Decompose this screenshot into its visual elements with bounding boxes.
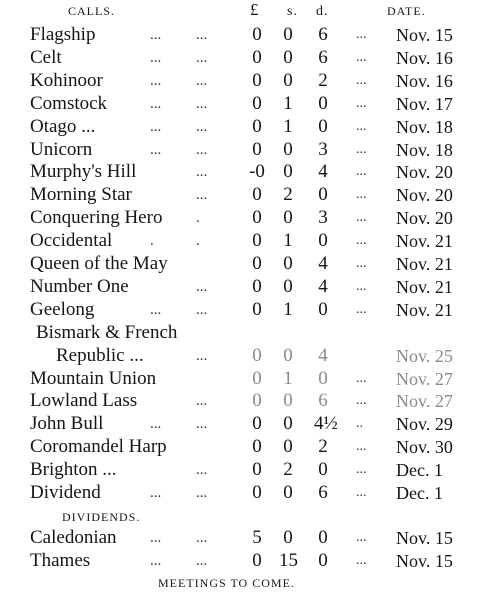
date-value: Nov. 15 <box>396 550 453 571</box>
pence-value: 6 <box>318 390 328 412</box>
shillings-value: 1 <box>283 92 293 114</box>
pounds-value: 0 <box>252 138 262 160</box>
separator-dots: ... <box>356 439 367 455</box>
shillings-value: 0 <box>283 24 293 45</box>
shillings-value: 0 <box>283 46 293 68</box>
leader-dots-1: ... <box>150 72 162 89</box>
company-name: Murphy's Hill <box>30 161 137 183</box>
pounds-value: 0 <box>252 459 262 481</box>
separator-dots: ... <box>356 95 367 111</box>
leader-dots-1: ... <box>150 49 162 66</box>
date-value: Nov. 29 <box>396 414 453 435</box>
pence-value: 2 <box>318 69 328 91</box>
separator-dots: ... <box>356 256 367 271</box>
shillings-value: 15 <box>279 549 298 571</box>
separator-dots: ... <box>356 393 367 409</box>
leader-dots-2: ... <box>196 49 208 66</box>
leader-dots-1: ... <box>150 118 162 135</box>
call-row <box>0 207 477 230</box>
pence-value: 2 <box>318 436 328 458</box>
call-row <box>0 436 477 459</box>
pounds-value: 0 <box>252 344 262 366</box>
company-name: Dividend <box>30 482 101 503</box>
company-name: Republic ... <box>56 344 144 366</box>
date-value: Nov. 20 <box>396 208 453 229</box>
pence-value: 0 <box>318 115 328 137</box>
call-row <box>0 413 477 436</box>
company-name: Coromandel Harp <box>30 436 167 458</box>
call-row <box>0 459 477 482</box>
company-name: Occidental <box>30 230 113 252</box>
leader-dots-2: ... <box>196 118 208 135</box>
call-row <box>0 139 477 162</box>
date-value: Nov. 27 <box>396 368 453 389</box>
shillings-value: 0 <box>283 69 293 91</box>
shillings-value: 0 <box>283 413 293 435</box>
leader-dots-1: ... <box>150 141 162 158</box>
date-value: Nov. 30 <box>396 437 453 458</box>
dividend-row <box>0 550 477 573</box>
shillings-value: 0 <box>283 390 293 412</box>
shillings-value: 1 <box>283 367 293 389</box>
date-value: Nov. 17 <box>396 93 453 114</box>
pence-value: 6 <box>318 482 328 503</box>
pounds-value: 0 <box>252 436 262 458</box>
date-value: Nov. 18 <box>396 139 453 160</box>
company-name: Lowland Lass <box>30 390 138 412</box>
call-row <box>0 24 477 47</box>
pounds-value: 0 <box>252 298 262 320</box>
shillings-value: 2 <box>283 459 293 481</box>
company-name: Unicorn <box>30 138 93 160</box>
pounds-value: 0 <box>252 92 262 114</box>
calls-heading: CALLS. <box>68 4 116 18</box>
leader-dots-2: ... <box>196 552 208 569</box>
leader-dots-1: ... <box>150 416 162 433</box>
call-row <box>0 253 477 276</box>
leader-dots-2: ... <box>196 416 208 433</box>
leader-dots-2: ... <box>196 141 208 158</box>
pounds-value: 0 <box>252 549 262 571</box>
call-row <box>0 390 477 413</box>
date-heading: DATE. <box>387 4 426 18</box>
pounds-value: 5 <box>252 527 262 548</box>
call-row <box>0 322 477 345</box>
shillings-value: 0 <box>283 344 293 366</box>
call-row <box>0 368 477 391</box>
pounds-value: 0 <box>252 390 262 412</box>
call-row <box>0 161 477 184</box>
pounds-heading: £ <box>250 0 260 19</box>
leader-dots-2: . <box>196 233 200 250</box>
separator-dots: ... <box>356 27 367 42</box>
date-value: Nov. 21 <box>396 299 453 320</box>
pounds-value: 0 <box>252 275 262 297</box>
shillings-heading: s. <box>287 4 298 19</box>
shillings-value: 2 <box>283 184 293 206</box>
pounds-value: 0 <box>252 184 262 206</box>
pence-value: 4 <box>318 344 328 366</box>
separator-dots: ... <box>356 49 367 65</box>
shillings-value: 0 <box>283 253 293 274</box>
separator-dots: ... <box>356 278 367 294</box>
call-row <box>0 345 477 368</box>
call-row <box>0 116 477 139</box>
leader-dots-1: ... <box>150 95 162 112</box>
date-value: Nov. 20 <box>396 162 453 183</box>
separator-dots: ... <box>356 462 367 478</box>
separator-dots: ... <box>356 118 367 134</box>
separator-dots: ... <box>356 301 367 317</box>
company-name: Queen of the May <box>30 253 168 274</box>
pence-value: 4 <box>318 275 328 297</box>
pence-value: 3 <box>318 138 328 160</box>
call-row <box>0 299 477 322</box>
pounds-value: 0 <box>252 230 262 252</box>
call-row <box>0 70 477 93</box>
pence-heading: d. <box>316 4 329 19</box>
leader-dots-2: ... <box>196 462 208 479</box>
date-value: Nov. 21 <box>396 276 453 297</box>
leader-dots-2: . <box>196 210 200 227</box>
company-name: John Bull <box>30 413 104 435</box>
separator-dots: ... <box>356 552 367 568</box>
shillings-value: 1 <box>283 298 293 320</box>
date-value: Nov. 27 <box>396 391 453 412</box>
separator-dots: ... <box>356 485 367 500</box>
date-value: Nov. 15 <box>396 25 453 45</box>
separator-dots: ... <box>356 141 367 157</box>
company-name: Mountain Union <box>30 367 157 389</box>
leader-dots-2: ... <box>196 530 208 546</box>
pounds-value: 0 <box>252 413 262 435</box>
pence-value: 0 <box>318 298 328 320</box>
pence-value: 0 <box>318 367 328 389</box>
pence-value: 6 <box>318 24 328 45</box>
date-value: Nov. 15 <box>396 528 453 548</box>
pounds-value: 0 <box>252 482 262 503</box>
shillings-value: 1 <box>283 230 293 252</box>
pence-value: 6 <box>318 46 328 68</box>
company-name: Morning Star <box>30 184 132 206</box>
company-name: Celt <box>30 46 62 68</box>
call-row <box>0 482 477 505</box>
pence-value: 0 <box>318 549 328 571</box>
pounds-value: 0 <box>252 253 262 274</box>
separator-dots: ... <box>356 72 367 88</box>
shillings-value: 1 <box>283 115 293 137</box>
date-value: Nov. 21 <box>396 231 453 252</box>
shillings-value: 0 <box>283 275 293 297</box>
leader-dots-2: ... <box>196 301 208 318</box>
pence-value: 0 <box>318 230 328 252</box>
leader-dots-2: ... <box>196 485 208 501</box>
shillings-value: 0 <box>283 138 293 160</box>
leader-dots-2: ... <box>196 72 208 89</box>
shillings-value: 0 <box>283 161 293 183</box>
company-name: Flagship <box>30 24 96 45</box>
shillings-value: 0 <box>283 482 293 503</box>
company-name: Bismark & French <box>36 321 178 343</box>
pence-value: 3 <box>318 207 328 229</box>
meetings-heading: MEETINGS TO COME. <box>158 576 295 590</box>
date-value: Nov. 20 <box>396 185 453 206</box>
separator-dots: ... <box>356 530 367 545</box>
pounds-value: 0 <box>252 46 262 68</box>
date-value: Nov. 16 <box>396 70 453 91</box>
company-name: Thames <box>30 549 91 571</box>
leader-dots-2: ... <box>196 187 208 204</box>
leader-dots-1: ... <box>150 485 162 501</box>
dividends-heading: DIVIDENDS. <box>62 510 141 524</box>
pounds-value: 0 <box>252 207 262 229</box>
leader-dots-2: ... <box>196 393 208 410</box>
pence-value: 0 <box>318 527 328 548</box>
pence-value: 0 <box>318 92 328 114</box>
date-value: Nov. 16 <box>396 47 453 68</box>
leader-dots-2: ... <box>196 347 208 364</box>
company-name: Comstock <box>30 92 108 114</box>
date-value: Nov. 25 <box>396 345 453 366</box>
company-name: Number One <box>30 275 129 297</box>
separator-dots: ... <box>356 233 367 249</box>
company-name: Otago ... <box>30 115 96 137</box>
separator-dots: .. <box>356 416 363 432</box>
shillings-value: 0 <box>283 527 293 548</box>
leader-dots-1: ... <box>150 552 162 569</box>
pounds-value: 0 <box>252 24 262 45</box>
company-name: Geelong <box>30 298 95 320</box>
leader-dots-2: ... <box>196 164 208 181</box>
leader-dots-1: ... <box>150 530 162 546</box>
leader-dots-2: ... <box>196 27 208 43</box>
date-value: Dec. 1 <box>396 483 443 503</box>
shillings-value: 0 <box>283 436 293 458</box>
pounds-value: 0 <box>252 69 262 91</box>
separator-dots: ... <box>356 210 367 226</box>
leader-dots-2: ... <box>196 95 208 112</box>
company-name: Brighton ... <box>30 459 117 481</box>
leader-dots-1: ... <box>150 27 162 43</box>
separator-dots: ... <box>356 187 367 203</box>
leader-dots-2: ... <box>196 278 208 295</box>
call-row <box>0 230 477 253</box>
date-value: Dec. 1 <box>396 460 443 481</box>
pence-value: 4 <box>318 253 328 274</box>
pence-value: 0 <box>318 184 328 206</box>
call-row <box>0 276 477 299</box>
pence-value: 4 <box>318 161 328 183</box>
separator-dots: ... <box>356 164 367 180</box>
separator-dots: ... <box>356 370 367 386</box>
leader-dots-1: . <box>150 233 154 250</box>
shillings-value: 0 <box>283 207 293 229</box>
dividend-row <box>0 527 477 550</box>
pence-value: 4½ <box>314 413 338 435</box>
pounds-value: -0 <box>249 161 265 183</box>
call-row <box>0 184 477 207</box>
date-value: Nov. 21 <box>396 254 453 274</box>
date-value: Nov. 18 <box>396 116 453 137</box>
call-row <box>0 47 477 70</box>
pounds-value: 0 <box>252 115 262 137</box>
call-row <box>0 93 477 116</box>
pence-value: 0 <box>318 459 328 481</box>
leader-dots-1: ... <box>150 301 162 318</box>
company-name: Kohinoor <box>30 69 103 91</box>
company-name: Caledonian <box>30 527 117 548</box>
pounds-value: 0 <box>252 367 262 389</box>
company-name: Conquering Hero <box>30 207 163 229</box>
